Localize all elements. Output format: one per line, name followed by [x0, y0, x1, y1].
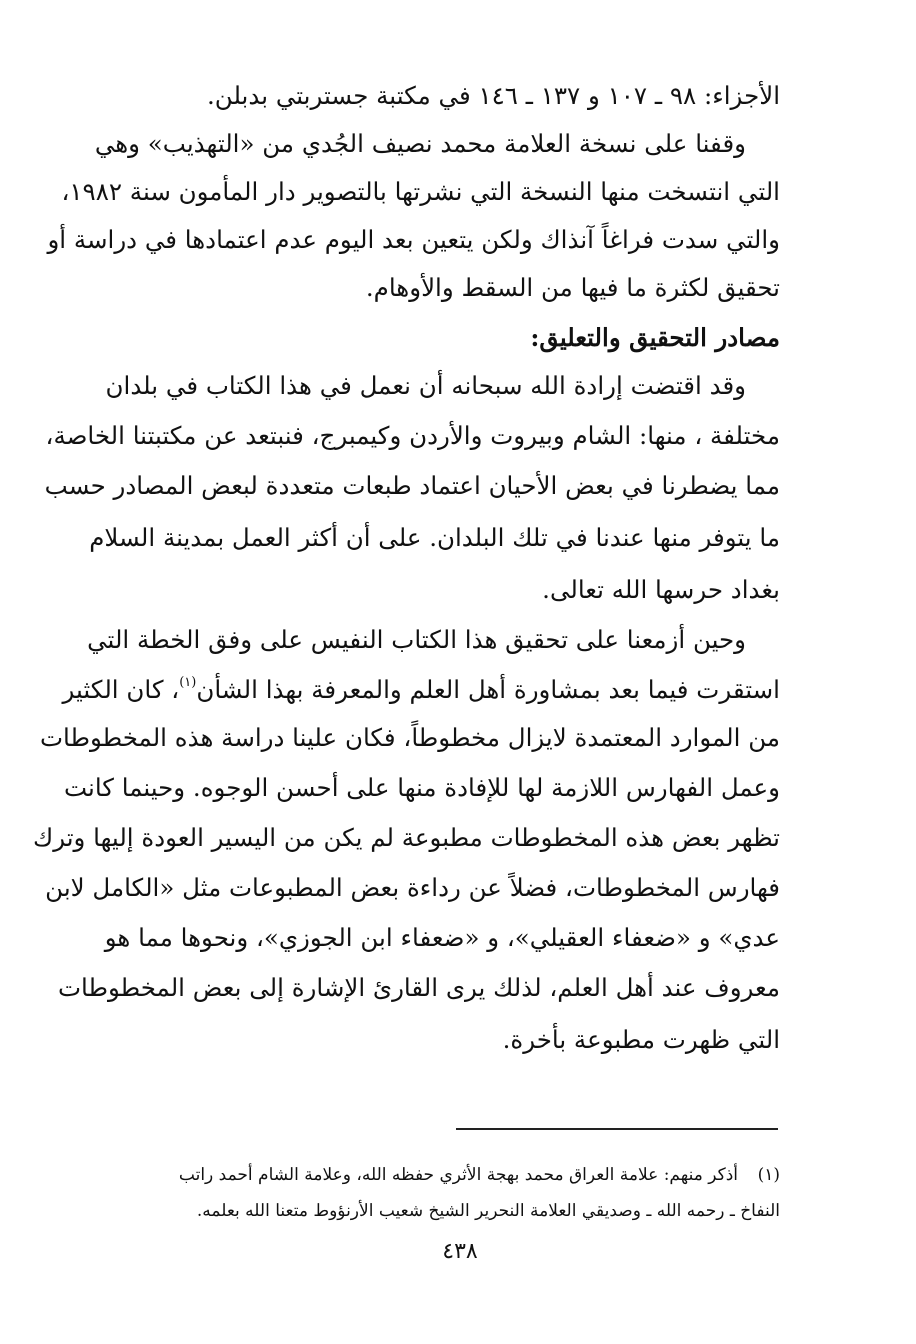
text-line: بغداد حرسها الله تعالى.	[542, 575, 780, 604]
footnote-divider	[456, 1128, 778, 1130]
text-line: تحقيق لكثرة ما فيها من السقط والأوهام.	[365, 273, 780, 302]
footnote-reference[interactable]: (١)	[179, 675, 197, 690]
text-line: من الموارد المعتمدة لايزال مخطوطاً، فكان علينا دراسة هذه المخطوطات	[39, 723, 780, 752]
text-line	[62, 670, 780, 710]
text-line: وعمل الفهارس اللازمة لها للإفادة منها على أحسن الوجوه. وحينما كانت	[63, 773, 780, 802]
text-span: استقرت فيما بعد بمشاورة أهل العلم والمعرفة بهذا الشأن	[196, 675, 780, 704]
text-line: معروف عند أهل العلم، لذلك يرى القارئ الإشارة إلى بعض المخطوطات	[57, 973, 780, 1002]
footnote-text-line: أذكر منهم: علامة العراق محمد بهجة الأثري حفظه الله، وعلامة الشام أحمد راتب	[178, 1165, 738, 1185]
text-line: عدي» و «ضعفاء العقيلي»، و «ضعفاء ابن الجوزي»، ونحوها مما هو	[104, 923, 780, 952]
text-line: ما يتوفر منها عندنا في تلك البلدان. على أن أكثر العمل بمدينة السلام	[89, 523, 780, 552]
text-line: والتي سدت فراغاً آنذاك ولكن يتعين بعد اليوم عدم اعتمادها في دراسة أو	[47, 225, 780, 254]
text-line: التي ظهرت مطبوعة بأخرة.	[502, 1025, 780, 1054]
text-line: مما يضطرنا في بعض الأحيان اعتماد طبعات متعددة لبعض المصادر حسب	[44, 471, 780, 500]
section-heading: مصادر التحقيق والتعليق:	[530, 323, 780, 352]
text-line: فهارس المخطوطات، فضلاً عن رداءة بعض المطبوعات مثل «الكامل لابن	[45, 873, 780, 902]
text-span: ، كان الكثير	[62, 675, 180, 704]
text-line: وقفنا على نسخة العلامة محمد نصيف الجُدي من «التهذيب» وهي	[94, 129, 746, 158]
page-number: ٤٣٨	[442, 1239, 478, 1264]
text-line: التي انتسخت منها النسخة التي نشرتها بالتصوير دار المأمون سنة ١٩٨٢،	[61, 177, 780, 206]
footnote-text-line: النفاخ ـ رحمه الله ـ وصديقي العلامة النحرير الشيخ شعيب الأرنؤوط متعنا الله بعلمه.	[196, 1201, 780, 1221]
text-line: تظهر بعض هذه المخطوطات مطبوعة لم يكن من اليسير العودة إليها وترك	[33, 823, 780, 852]
footnote-number: (١)	[757, 1165, 780, 1185]
text-line: الأجزاء: ٩٨ ـ ١٠٧ و ١٣٧ ـ ١٤٦ في مكتبة جستربتي بدبلن.	[207, 81, 780, 110]
text-line: مختلفة ، منها: الشام وبيروت والأردن وكيمبرج، فنبتعد عن مكتبتنا الخاصة،	[45, 421, 780, 450]
text-line: وحين أزمعنا على تحقيق هذا الكتاب النفيس على وفق الخطة التي	[87, 625, 746, 654]
text-line: وقد اقتضت إرادة الله سبحانه أن نعمل في هذا الكتاب في بلدان	[105, 371, 746, 400]
